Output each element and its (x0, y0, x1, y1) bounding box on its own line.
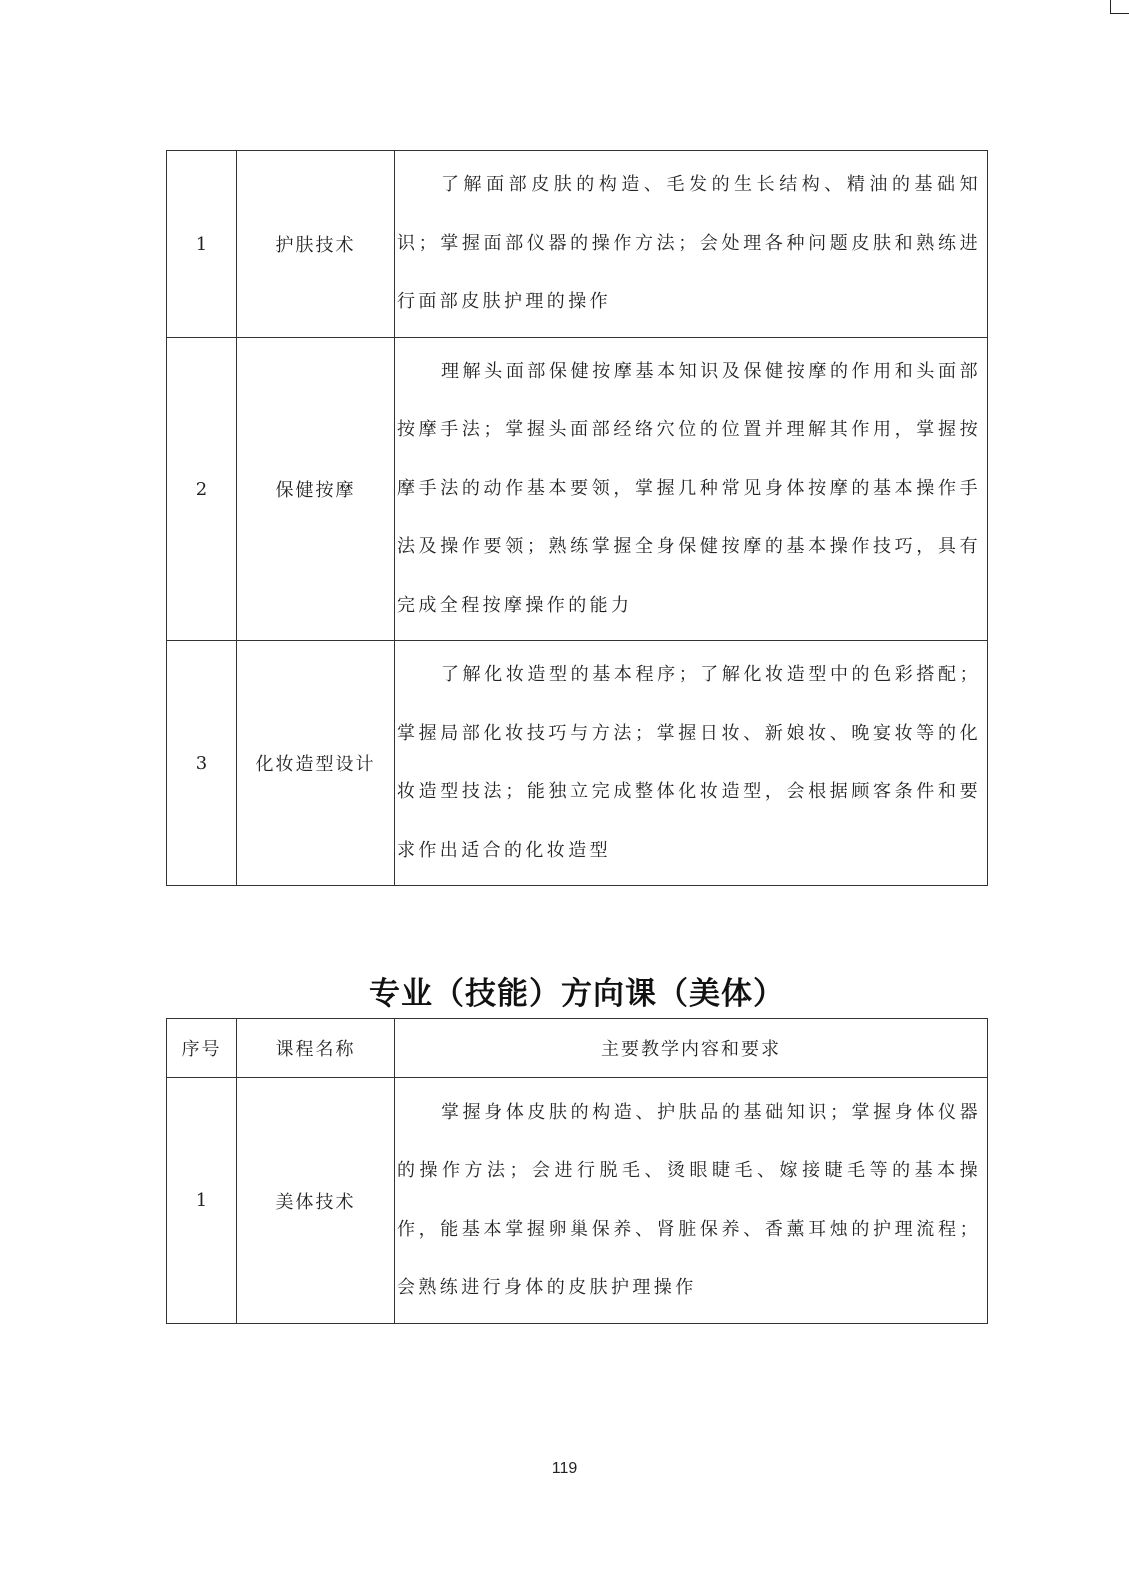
table-row (167, 641, 988, 886)
row-number: 2 (167, 338, 237, 641)
table-row (167, 151, 988, 338)
table-row (167, 1078, 988, 1324)
page-number: 119 (551, 1460, 578, 1477)
table-row (167, 338, 988, 641)
header-description: 主要教学内容和要求 (395, 1019, 988, 1078)
course-name: 化妆造型设计 (237, 641, 395, 886)
row-number: 1 (167, 1078, 237, 1324)
course-name: 美体技术 (237, 1078, 395, 1324)
crop-mark-horizontal (1110, 13, 1129, 14)
row-number: 1 (167, 151, 237, 338)
table-header-row (167, 1019, 988, 1078)
course-table-body-care (166, 1018, 988, 1324)
course-table-skin-care (166, 150, 988, 886)
course-description: 掌握身体皮肤的构造、护肤品的基础知识；掌握身体仪器的操作方法；会进行脱毛、烫眼睫毛、嫁接睫毛等的基本操作，能基本掌握卵巢保养、肾脏保养、香薰耳烛的护理流程；会熟练进行身体的皮肤护理操作 (395, 1078, 988, 1324)
course-description: 了解面部皮肤的构造、毛发的生长结构、精油的基础知识；掌握面部仪器的操作方法；会处理各种问题皮肤和熟练进行面部皮肤护理的操作 (395, 151, 988, 338)
course-description: 理解头面部保健按摩基本知识及保健按摩的作用和头面部按摩手法；掌握头面部经络穴位的位置并理解其作用，掌握按摩手法的动作基本要领，掌握几种常见身体按摩的基本操作手法及操作要领；熟练掌握全身保健按摩的基本操作技巧，具有完成全程按摩操作的能力 (395, 338, 988, 641)
section-title: 专业（技能）方向课（美体） (369, 976, 785, 1012)
course-description: 了解化妆造型的基本程序；了解化妆造型中的色彩搭配；掌握局部化妆技巧与方法；掌握日妆、新娘妆、晚宴妆等的化妆造型技法；能独立完成整体化妆造型，会根据顾客条件和要求作出适合的化妆造型 (395, 641, 988, 886)
crop-mark-vertical (1110, 0, 1111, 14)
header-course-name: 课程名称 (237, 1019, 395, 1078)
row-number: 3 (167, 641, 237, 886)
course-name: 保健按摩 (237, 338, 395, 641)
header-number: 序号 (167, 1019, 237, 1078)
course-name: 护肤技术 (237, 151, 395, 338)
